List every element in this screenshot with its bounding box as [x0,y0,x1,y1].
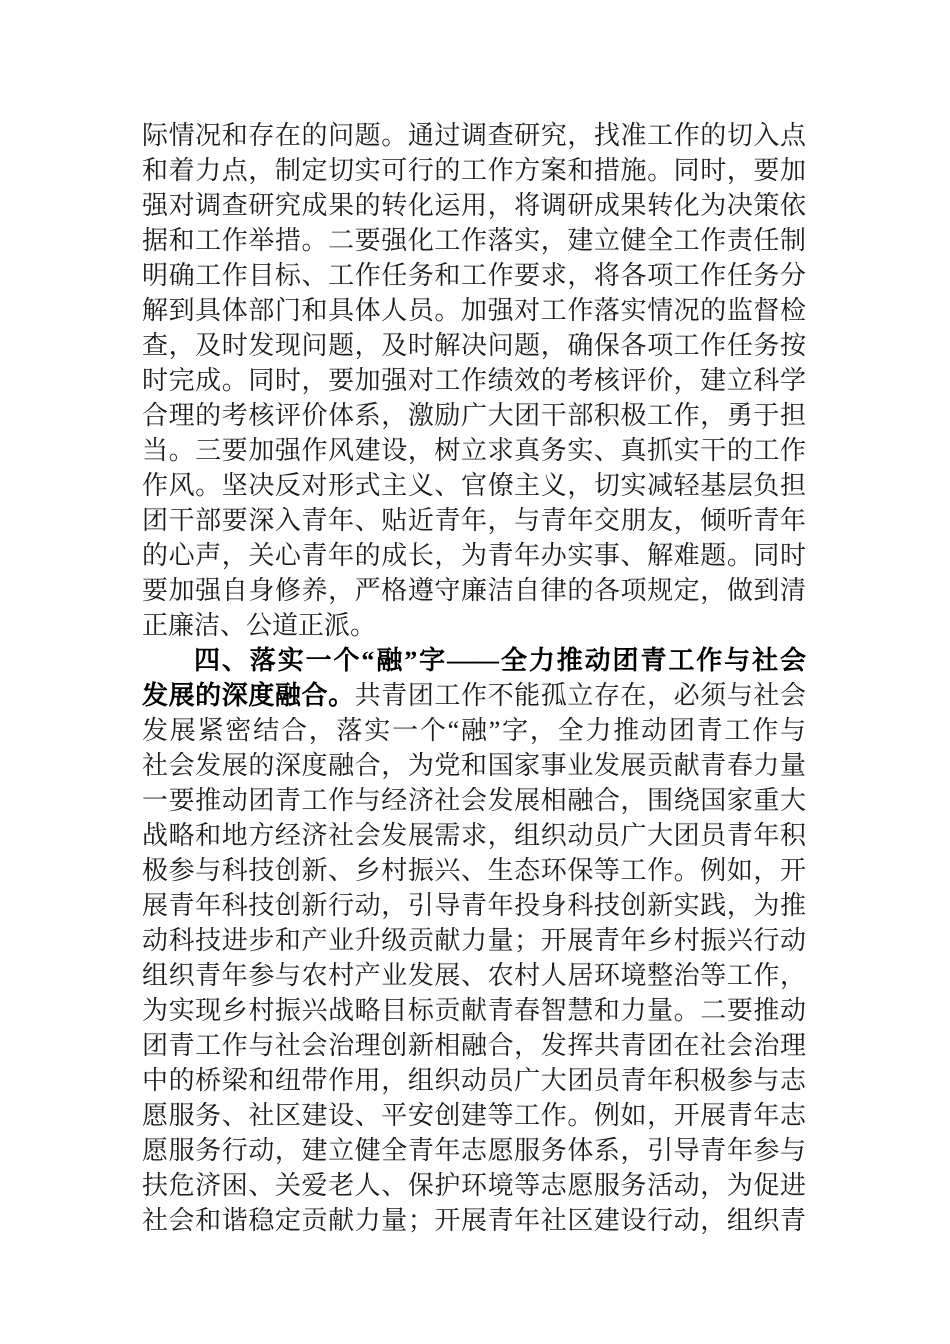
text-line: 的心声，关心青年的成长，为青年办实事、解难题。同时 [142,541,806,570]
document-body [142,118,806,1238]
section-heading-lead-in: 发展的深度融合。 [142,681,355,710]
text-line: 动科技进步和产业升级贡献力量；开展青年乡村振兴行动 [142,926,806,955]
section-heading-line: 四、落实一个“融”字——全力推动团青工作与社会 [194,646,806,675]
text-line: 明确工作目标、工作任务和工作要求，将各项工作任务分 [142,261,806,290]
text-line: 社会发展的深度融合，为党和国家事业发展贡献青春力量 [142,751,806,780]
text-line: 据和工作举措。二要强化工作落实，建立健全工作责任制 [142,226,806,255]
text-line: 愿服务行动，建立健全青年志愿服务体系，引导青年参与 [142,1136,806,1165]
text-line: 为实现乡村振兴战略目标贡献青春智慧和力量。二要推动 [142,996,806,1025]
text-line: 时完成。同时，要加强对工作绩效的考核评价，建立科学 [142,366,806,395]
text-line: 正廉洁、公道正派。 [142,611,377,640]
text-line: 组织青年参与农村产业发展、农村人居环境整治等工作， [142,961,806,990]
text-line: 发展的深度融合。共青团工作不能孤立存在，必须与社会 [142,681,806,710]
text-line: 愿服务、社区建设、平安创建等工作。例如，开展青年志 [142,1101,806,1130]
text-line: 要加强自身修养，严格遵守廉洁自律的各项规定，做到清 [142,576,806,605]
text-line: 战略和地方经济社会发展需求，组织动员广大团员青年积 [142,821,806,850]
text-line: 合理的考核评价体系，激励广大团干部积极工作，勇于担 [142,401,806,430]
text-line: 团青工作与社会治理创新相融合，发挥共青团在社会治理 [142,1031,806,1060]
text-line: 扶危济困、关爱老人、保护环境等志愿服务活动，为促进 [142,1171,806,1200]
text-line: 一要推动团青工作与经济社会发展相融合，围绕国家重大 [142,786,806,815]
text-line: 团干部要深入青年、贴近青年，与青年交朋友，倾听青年 [142,506,806,535]
text-line: 际情况和存在的问题。通过调查研究，找准工作的切入点 [142,121,806,150]
text-line: 极参与科技创新、乡村振兴、生态环保等工作。例如，开 [142,856,806,885]
text-line: 查，及时发现问题，及时解决问题，确保各项工作任务按 [142,331,806,360]
text-line: 作风。坚决反对形式主义、官僚主义，切实减轻基层负担 [142,471,806,500]
text-line: 中的桥梁和纽带作用，组织动员广大团员青年积极参与志 [142,1066,806,1095]
text-line: 和着力点，制定切实可行的工作方案和措施。同时，要加 [142,156,806,185]
text-line: 展青年科技创新行动，引导青年投身科技创新实践，为推 [142,891,806,920]
text-line: 强对调查研究成果的转化运用，将调研成果转化为决策依 [142,191,806,220]
text-line: 解到具体部门和具体人员。加强对工作落实情况的监督检 [142,296,806,325]
text-line: 社会和谐稳定贡献力量；开展青年社区建设行动，组织青 [142,1206,806,1235]
text-line: 发展紧密结合，落实一个“融”字，全力推动团青工作与 [142,716,806,745]
text-line: 当。三要加强作风建设，树立求真务实、真抓实干的工作 [142,436,806,465]
